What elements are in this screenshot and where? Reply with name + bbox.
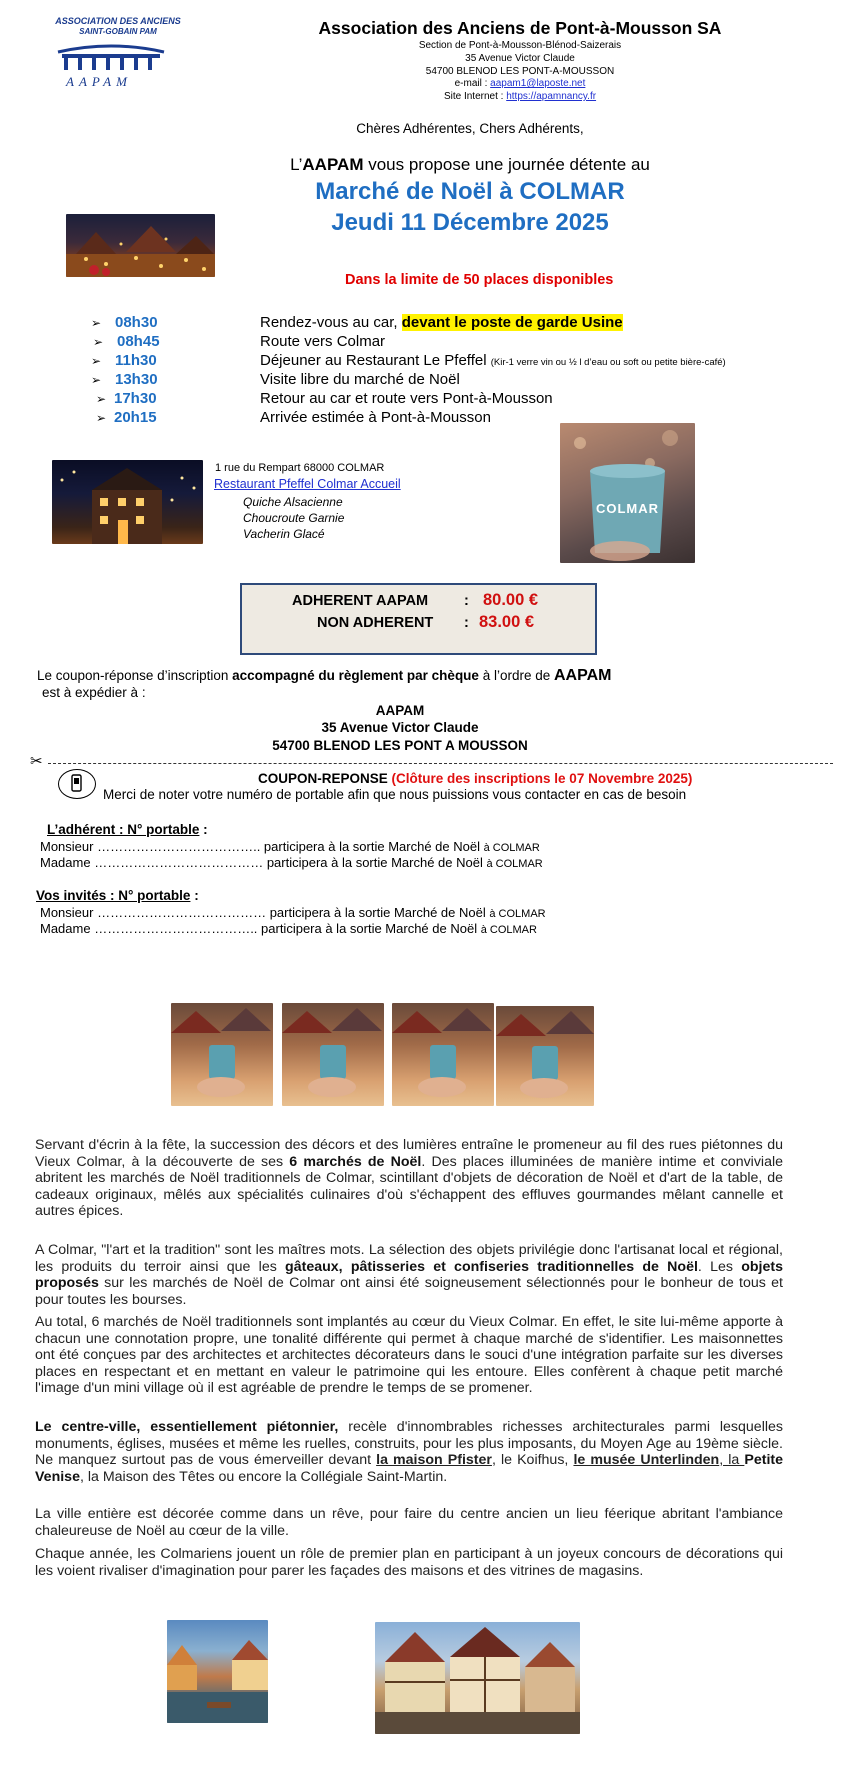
menu-item: Choucroute Garnie xyxy=(243,511,345,525)
arrow-icon: ➢ xyxy=(96,410,107,425)
logo-mark: AAPAM xyxy=(66,74,132,89)
schedule-time: 13h30 xyxy=(115,371,158,388)
event-title: Marché de Noël à COLMAR xyxy=(315,178,625,205)
arrow-icon: ➢ xyxy=(96,391,107,406)
form-row-member-1[interactable] xyxy=(40,839,540,854)
description-p1 xyxy=(35,1137,783,1220)
schedule-desc xyxy=(260,371,460,388)
nonmember-sep: : xyxy=(464,615,469,631)
send-brand: AAPAM xyxy=(554,667,612,684)
schedule-text: Rendez-vous au car, xyxy=(260,314,402,331)
p2-b: gâteaux, pâtisseries et confiseries traditionnelles de Noël xyxy=(285,1258,698,1275)
form-place: à COLMAR xyxy=(480,924,537,936)
nonmember-label: NON ADHERENT xyxy=(317,615,434,631)
description-p3: Au total, 6 marchés de Noël traditionnels sont implantés au cœur du Vieux Colmar. En effet, le site lui-même apporte à chacun une connotation propre, une tonalité différente qui permet à chaque marché de s'identifier. Les maisonnettes ont été conçues par des architectes et architectes décorateurs dans le souci d'une intégration parfaite sur les diverses places en respectant et en mettant en valeur le patrimoine qui les entoure. Elles confèrent à chaque petit marché l'image d'un mini village où il est agréable de prendre le temps de se promener. xyxy=(35,1314,783,1397)
email-link[interactable]: aapam1@laposte.net xyxy=(490,78,586,89)
restaurant-address: 1 rue du Rempart 68000 COLMAR xyxy=(215,462,385,474)
site-label: Site Internet : xyxy=(443,91,507,102)
schedule-text: Visite libre du marché de Noël xyxy=(260,371,460,388)
mug-in-hand-icon xyxy=(392,1003,494,1106)
p2-e: sur les marchés de Noël de Colmar ont ainsi été soigneusement sélectionnés pour le bonheur de tous et pour toutes les bourses. xyxy=(35,1275,783,1308)
site-link[interactable]: https://apamnancy.fr xyxy=(506,91,597,102)
org-site xyxy=(190,91,850,102)
market-mug-photo xyxy=(392,1003,494,1106)
schedule xyxy=(0,313,863,433)
places-notice: Dans la limite de 50 places disponibles xyxy=(345,272,614,288)
restaurant-photo xyxy=(52,460,203,544)
arrow-icon: ➢ xyxy=(91,372,102,387)
logo-top-text: ASSOCIATION DES ANCIENS xyxy=(55,16,181,26)
form-text: participera à la sortie Marché de Noël xyxy=(260,839,484,854)
menu-item: Vacherin Glacé xyxy=(243,527,325,541)
schedule-time: 11h30 xyxy=(115,352,157,369)
form-text: participera à la sortie Marché de Noël xyxy=(261,921,481,936)
form-place: à COLMAR xyxy=(489,908,546,920)
form-row-guest-1[interactable] xyxy=(40,905,546,920)
form-who: Monsieur ……………………………….. xyxy=(40,839,261,854)
mug-in-hand-icon xyxy=(282,1003,384,1106)
description-p4 xyxy=(35,1419,783,1485)
p1-b: 6 marchés de Noël xyxy=(289,1153,422,1170)
send-addr-1: AAPAM xyxy=(375,703,425,718)
greeting: Chères Adhérentes, Chers Adhérents, xyxy=(356,121,584,136)
form-row-guest-2[interactable] xyxy=(40,921,537,936)
member-sep: : xyxy=(464,593,469,609)
mug-icon xyxy=(560,423,695,563)
guest-heading xyxy=(36,888,199,903)
description-p6: Chaque année, les Colmariens jouent un rôle de premier plan en participant à un joyeux concours de décorations qui les voient rivaliser d'imagination pour parer les façades des maisons et des vitrines de magasins. xyxy=(35,1546,783,1579)
schedule-text: Retour au car et route vers Pont-à-Mousson xyxy=(260,390,553,407)
intro-line xyxy=(150,155,790,175)
send-line-2: est à expédier à : xyxy=(42,685,146,700)
p1-c: . Des places illuminées de manière intime et conviviale abritent les marchés de Noël traditionnels de Colmar, scintillant d'objets de décoration de Noël et d'art de la table, de cadeaux originaux, mêlés aux spécialités culinaires d'où s'échappent des effluves gourmandes mêlant cannelle et autres épices. xyxy=(35,1153,784,1220)
member-label: ADHERENT AAPAM xyxy=(292,593,429,609)
menu-item: Quiche Alsacienne xyxy=(243,495,343,509)
p4-f: , la xyxy=(719,1452,745,1469)
colmar-square-photo xyxy=(375,1622,580,1734)
schedule-desc xyxy=(260,409,491,426)
member-price: 80.00 € xyxy=(483,591,539,609)
coupon-title xyxy=(258,771,692,786)
description-p2 xyxy=(35,1242,783,1308)
description-p5: La ville entière est décorée comme dans un rêve, pour faire du centre ancien un lieu féerique abritant l'ambiance chaleureuse de Noël au cœur de la ville. xyxy=(35,1506,783,1539)
guest-heading-text: Vos invités : N° portable xyxy=(36,888,191,903)
schedule-time: 08h45 xyxy=(117,333,160,350)
schedule-desc xyxy=(260,333,385,350)
p1-a: Servant d'écrin à la fête, la succession des décors et des lumières entraîne le promeneur au fil des rues piétonnes du Vieux Colmar, à la découverte de ses xyxy=(35,1137,783,1170)
scissors-icon: ✂ xyxy=(30,753,43,770)
intro-post: vous propose une journée détente au xyxy=(363,155,650,174)
schedule-text: Arrivée estimée à Pont-à-Mousson xyxy=(260,409,491,426)
schedule-desc xyxy=(260,352,726,369)
email-label: e-mail : xyxy=(454,78,491,89)
schedule-text: Route vers Colmar xyxy=(260,333,386,350)
send-addr-2: 35 Avenue Victor Claude xyxy=(321,720,479,735)
schedule-desc xyxy=(260,390,553,407)
p4-g: Petite Venise xyxy=(35,1452,784,1485)
schedule-note: (Kir-1 verre vin ou ½ l d’eau ou soft ou petite bière-café) xyxy=(490,357,726,368)
schedule-time: 08h30 xyxy=(115,314,158,331)
p4-a: Le centre-ville, essentiellement piétonnier, xyxy=(35,1419,339,1435)
form-who: Madame ……………………………….. xyxy=(40,921,262,936)
logo-sub-text: SAINT-GOBAIN PAM xyxy=(79,27,157,36)
pricing-box xyxy=(240,583,597,655)
market-mug-photo xyxy=(171,1003,273,1106)
form-place: à COLMAR xyxy=(483,842,540,854)
form-row-member-2[interactable] xyxy=(40,855,543,870)
p2-a: A Colmar, "l'art et la tradition" sont les maîtres mots. La sélection des objets privilégie donc l'artisanat local et régional, les produits du terroir ainsi que les xyxy=(35,1242,783,1275)
phone-note: Merci de noter votre numéro de portable afin que nous puissions vous contacter en cas de besoin xyxy=(103,787,687,802)
mobile-phone-icon xyxy=(59,770,94,797)
arrow-icon: ➢ xyxy=(91,315,102,330)
p2-d: objets proposés xyxy=(35,1258,783,1292)
send-post: à l’ordre de xyxy=(478,668,554,683)
send-addr-3: 54700 BLENOD LES PONT A MOUSSON xyxy=(272,738,528,753)
petite-venise-photo xyxy=(167,1620,268,1723)
form-who: Madame ………………………………… xyxy=(40,855,264,870)
aqueduct-icon xyxy=(56,44,166,72)
cut-line xyxy=(48,763,833,764)
canal-houses-icon xyxy=(167,1620,268,1723)
restaurant-link[interactable]: Restaurant Pfeffel Colmar Accueil xyxy=(214,477,401,491)
mug-in-hand-icon xyxy=(496,1006,594,1106)
schedule-time: 17h30 xyxy=(114,390,157,407)
market-mug-photo xyxy=(282,1003,384,1106)
half-timbered-houses-icon xyxy=(375,1622,580,1734)
member-heading-text: L’adhérent : N° portable xyxy=(47,822,200,837)
cup-text: COLMAR xyxy=(595,501,660,516)
member-heading xyxy=(47,822,208,837)
arrow-icon: ➢ xyxy=(91,353,102,368)
colmar-cup-photo xyxy=(560,423,695,563)
intro-pre: L’ xyxy=(290,155,303,174)
member-heading-colon: : xyxy=(199,822,208,837)
mug-in-hand-icon xyxy=(171,1003,273,1106)
p4-h: , la Maison des Têtes ou encore la Collégiale Saint-Martin. xyxy=(79,1468,448,1485)
market-mug-photo xyxy=(496,1006,594,1106)
send-bold: accompagné du règlement par chèque xyxy=(232,668,479,683)
event-date: Jeudi 11 Décembre 2025 xyxy=(331,209,609,236)
intro-brand: AAPAM xyxy=(302,155,364,174)
guest-heading-colon: : xyxy=(190,888,199,903)
restaurant-night-icon xyxy=(52,460,203,544)
send-line-1 xyxy=(37,667,611,685)
schedule-highlight: devant le poste de garde Usine xyxy=(401,314,623,331)
market-stalls-icon xyxy=(66,214,215,277)
p4-b: recèle d'innombrables richesses architecturales parmi lesquelles monuments, églises, musées et même les ruelles, construits, pour les plus imposants, du Moyen Age au 19ème siècle. Ne manquez surtout pas de vous émerveiller devant xyxy=(35,1419,783,1469)
org-email xyxy=(190,78,850,89)
nonmember-price: 83.00 € xyxy=(479,613,535,631)
org-name: Association des Anciens de Pont-à-Mousson SA xyxy=(318,18,722,38)
christmas-market-photo xyxy=(66,214,215,277)
schedule-time: 20h15 xyxy=(114,409,157,426)
schedule-text: Déjeuner au Restaurant Le Pfeffel xyxy=(260,352,491,369)
p4-d: , le Koifhus, xyxy=(491,1452,574,1469)
arrow-icon: ➢ xyxy=(93,334,104,349)
schedule-desc xyxy=(260,314,623,331)
form-who: Monsieur ………………………………… xyxy=(40,905,267,920)
form-text: participera à la sortie Marché de Noël xyxy=(266,905,490,920)
phone-icon xyxy=(58,769,96,799)
org-section: Section de Pont-à-Mousson-Blénod-Saizerais xyxy=(418,40,622,51)
logo xyxy=(38,16,198,96)
form-place: à COLMAR xyxy=(486,858,543,870)
org-city: 54700 BLENOD LES PONT-A-MOUSSON xyxy=(425,66,615,77)
coupon-title-text: COUPON-REPONSE xyxy=(258,771,392,786)
form-text: participera à la sortie Marché de Noël xyxy=(263,855,487,870)
coupon-deadline: (Clôture des inscriptions le 07 Novembre 2025) xyxy=(391,771,693,786)
send-pre: Le coupon-réponse d’inscription xyxy=(37,668,233,683)
org-street: 35 Avenue Victor Claude xyxy=(465,53,575,64)
p4-e: le musée Unterlinden xyxy=(573,1452,720,1469)
p4-c: la maison Pfister xyxy=(376,1452,492,1469)
p2-c: . Les xyxy=(697,1258,742,1275)
